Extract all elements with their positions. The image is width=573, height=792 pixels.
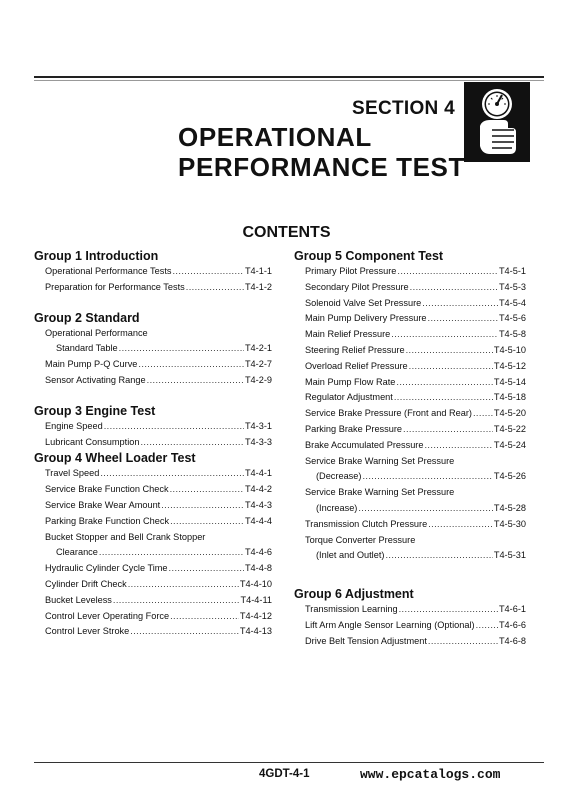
dot-leader — [422, 296, 498, 312]
toc-entry[interactable] — [294, 264, 526, 280]
dot-leader — [130, 624, 239, 640]
toc-entry-page: T4-5-31 — [493, 550, 526, 561]
toc-entry[interactable] — [294, 438, 526, 454]
toc-entry[interactable] — [294, 501, 526, 517]
toc-entry[interactable] — [34, 373, 272, 389]
toc-entry-label: Service Brake Warning Set Pressure — [305, 487, 455, 498]
dot-leader — [397, 264, 498, 280]
toc-entry-label: Service Brake Warning Set Pressure — [305, 455, 455, 466]
toc-entry[interactable] — [294, 375, 526, 391]
toc-entry[interactable] — [294, 602, 526, 618]
toc-entry[interactable] — [34, 419, 272, 435]
toc-entry-page: T4-4-2 — [244, 484, 272, 495]
dot-leader — [119, 341, 244, 357]
toc-entry-label: Operational Performance Tests — [45, 266, 172, 276]
toc-entry[interactable] — [294, 296, 526, 312]
dot-leader — [100, 466, 244, 482]
toc-entry-page: T4-6-6 — [498, 619, 526, 630]
toc-entry-page: T4-1-1 — [244, 266, 272, 276]
toc-entry[interactable] — [294, 390, 526, 406]
pressure-gauge-hand-icon — [464, 82, 530, 162]
toc-entry-page: T4-4-8 — [244, 563, 272, 574]
toc-entry-label: Torque Converter Pressure — [305, 534, 416, 545]
toc-entry-label: Solenoid Valve Set Pressure — [305, 297, 422, 308]
toc-entry-label: Parking Brake Pressure — [305, 423, 403, 434]
toc-entry-label: (Increase) — [316, 502, 358, 513]
toc-entry[interactable] — [34, 357, 272, 373]
website-url[interactable]: www.epcatalogs.com — [360, 767, 501, 782]
toc-entry-page: T4-6-8 — [498, 635, 526, 646]
toc-entry-label: Lubricant Consumption — [45, 436, 140, 447]
toc-entry[interactable] — [34, 514, 272, 530]
toc-entry-page: T4-4-1 — [244, 468, 272, 479]
toc-entry-page: T4-5-4 — [498, 297, 526, 308]
group-heading: Group 2 Standard — [34, 310, 140, 325]
toc-entry[interactable] — [294, 517, 526, 533]
toc-entry-label: Operational Performance — [45, 327, 148, 338]
toc-entry-page: T4-4-11 — [240, 594, 272, 605]
toc-entry[interactable] — [294, 311, 526, 327]
dot-leader — [147, 373, 244, 389]
contents-left-column — [34, 248, 272, 640]
toc-entry-page: T4-5-1 — [498, 266, 526, 276]
dot-leader — [403, 422, 493, 438]
toc-entry-page: T4-5-10 — [493, 344, 526, 355]
toc-entry-label: Main Pump Flow Rate — [305, 376, 396, 387]
dot-leader — [170, 482, 244, 498]
toc-entry[interactable] — [294, 533, 526, 549]
toc-entry[interactable] — [34, 530, 272, 546]
toc-entry[interactable] — [34, 577, 272, 593]
toc-entry-label: Main Relief Pressure — [305, 329, 391, 340]
toc-entry-label: Brake Accumulated Pressure — [305, 439, 424, 450]
group-heading: Group 6 Adjustment — [294, 587, 414, 602]
toc-entry-label: Transmission Learning — [305, 604, 398, 615]
group-spacer — [294, 564, 526, 586]
dot-leader — [406, 343, 493, 359]
toc-entry-label: Parking Brake Function Check — [45, 515, 170, 526]
dot-leader — [362, 469, 492, 485]
toc-entry[interactable] — [294, 327, 526, 343]
group-heading: Group 4 Wheel Loader Test — [34, 451, 196, 466]
toc-entry-page: T4-5-12 — [493, 360, 526, 371]
toc-entry-label: Standard Table — [56, 343, 118, 354]
toc-entry-label: Hydraulic Cylinder Cycle Time — [45, 563, 168, 574]
dot-leader — [428, 311, 498, 327]
dot-leader — [138, 357, 244, 373]
dot-leader — [161, 498, 244, 514]
dot-leader — [410, 280, 498, 296]
toc-entry[interactable] — [34, 264, 272, 280]
toc-entry[interactable] — [294, 359, 526, 375]
page-title — [178, 122, 465, 182]
dot-leader — [104, 419, 244, 435]
toc-entry[interactable] — [34, 341, 272, 357]
toc-entry-label: Regulator Adjustment — [305, 392, 393, 403]
toc-entry-page: T4-5-22 — [493, 423, 526, 434]
toc-entry-label: Service Brake Pressure (Front and Rear) — [305, 408, 472, 419]
toc-entry-label: Cylinder Drift Check — [45, 578, 127, 589]
toc-entry-label: Bucket Stopper and Bell Crank Stopper — [45, 531, 206, 542]
toc-entry-label: Steering Relief Pressure — [305, 344, 405, 355]
dot-leader — [473, 406, 493, 422]
group-heading: Group 5 Component Test — [294, 249, 444, 263]
toc-entry[interactable] — [294, 454, 526, 470]
toc-entry-label: Transmission Clutch Pressure — [305, 518, 428, 529]
toc-entry-page: T4-3-1 — [244, 420, 272, 431]
toc-entry-page: T4-3-3 — [244, 436, 272, 447]
dot-leader — [140, 435, 243, 451]
toc-entry[interactable] — [34, 482, 272, 498]
toc-entry-page: T4-5-18 — [493, 392, 526, 403]
toc-entry[interactable] — [34, 545, 272, 561]
toc-entry[interactable] — [294, 343, 526, 359]
toc-entry-page: T4-4-6 — [244, 547, 272, 558]
page-code: 4GDT-4-1 — [259, 768, 310, 780]
dot-leader — [396, 375, 492, 391]
toc-entry-page: T4-5-6 — [498, 313, 526, 324]
dot-leader — [128, 577, 239, 593]
toc-entry[interactable] — [34, 466, 272, 482]
dot-leader — [399, 602, 498, 618]
dot-leader — [172, 264, 243, 280]
toc-entry-label: Control Lever Stroke — [45, 626, 130, 637]
bottom-rule — [34, 762, 544, 763]
toc-entry-label: (Inlet and Outlet) — [316, 550, 385, 561]
dot-leader — [428, 634, 498, 650]
dot-leader — [391, 327, 498, 343]
toc-entry-page: T4-5-3 — [498, 281, 526, 292]
toc-entry-page: T4-4-4 — [244, 515, 272, 526]
toc-entry-label: Travel Speed — [45, 468, 100, 479]
dot-leader — [170, 609, 239, 625]
dot-leader — [394, 390, 493, 406]
toc-entry-label: Preparation for Performance Tests — [45, 281, 185, 292]
toc-entry-label: Clearance — [56, 547, 98, 558]
toc-entry-label: Primary Pilot Pressure — [305, 266, 397, 276]
toc-entry-label: Control Lever Operating Force — [45, 610, 170, 621]
dot-leader — [186, 280, 244, 296]
toc-entry[interactable] — [294, 422, 526, 438]
toc-entry[interactable] — [34, 280, 272, 296]
toc-entry-page: T4-5-20 — [493, 408, 526, 419]
toc-entry-page: T4-2-1 — [244, 343, 272, 354]
toc-entry[interactable] — [34, 561, 272, 577]
toc-entry[interactable] — [294, 548, 526, 564]
toc-entry-page: T4-4-13 — [239, 626, 272, 637]
group-heading: Group 3 Engine Test — [34, 403, 156, 418]
group-spacer — [34, 389, 272, 403]
toc-entry[interactable] — [294, 618, 526, 634]
toc-entry-label: Main Pump P-Q Curve — [45, 359, 138, 370]
toc-entry[interactable] — [34, 609, 272, 625]
toc-entry[interactable] — [294, 280, 526, 296]
toc-entry[interactable] — [34, 624, 272, 640]
dot-leader — [424, 438, 492, 454]
contents-heading: CONTENTS — [242, 224, 331, 241]
top-rule-thin — [34, 80, 544, 81]
toc-entry-page: T4-4-12 — [239, 610, 272, 621]
toc-entry-label: Overload Relief Pressure — [305, 360, 408, 371]
toc-entry-page: T4-1-2 — [244, 281, 272, 292]
toc-entry-page: T4-6-1 — [498, 604, 526, 615]
toc-entry[interactable] — [294, 634, 526, 650]
toc-entry[interactable] — [294, 485, 526, 501]
dot-leader — [99, 545, 244, 561]
dot-leader — [476, 618, 498, 634]
group-spacer — [34, 296, 272, 310]
toc-entry[interactable] — [34, 326, 272, 342]
dot-leader — [409, 359, 493, 375]
toc-entry-label: Secondary Pilot Pressure — [305, 281, 409, 292]
toc-entry-page: T4-5-24 — [493, 439, 526, 450]
toc-entry-page: T4-5-28 — [493, 502, 526, 513]
top-rule — [34, 76, 544, 78]
group-heading: Group 1 Introduction — [34, 249, 159, 263]
toc-entry-page: T4-2-7 — [244, 359, 272, 370]
toc-entry-page: T4-5-14 — [493, 376, 526, 387]
dot-leader — [428, 517, 493, 533]
toc-entry[interactable] — [34, 498, 272, 514]
toc-entry-label: Service Brake Function Check — [45, 484, 169, 495]
dot-leader — [169, 561, 244, 577]
contents-right-column — [294, 248, 526, 650]
toc-entry[interactable] — [34, 435, 272, 451]
toc-entry-label: Engine Speed — [45, 420, 103, 431]
toc-entry-page: T4-5-8 — [498, 329, 526, 340]
title-line-2: PERFORMANCE TEST — [178, 152, 465, 182]
title-line-1: OPERATIONAL — [178, 122, 372, 152]
dot-leader — [385, 548, 492, 564]
section-label: SECTION 4 — [352, 98, 455, 119]
toc-entry-label: Bucket Leveless — [45, 594, 112, 605]
toc-entry-label: Service Brake Wear Amount — [45, 499, 161, 510]
dot-leader — [113, 593, 240, 609]
toc-entry-label: Lift Arm Angle Sensor Learning (Optional) — [305, 619, 475, 630]
toc-entry[interactable] — [294, 469, 526, 485]
toc-entry-page: T4-5-30 — [493, 518, 526, 529]
toc-entry[interactable] — [34, 593, 272, 609]
toc-entry-label: Sensor Activating Range — [45, 374, 146, 385]
toc-entry-page: T4-5-26 — [493, 471, 526, 482]
toc-entry-page: T4-4-10 — [239, 578, 272, 589]
toc-entry-label: (Decrease) — [316, 471, 362, 482]
toc-entry-label: Drive Belt Tension Adjustment — [305, 635, 427, 646]
toc-entry-page: T4-2-9 — [244, 374, 272, 385]
toc-entry[interactable] — [294, 406, 526, 422]
dot-leader — [358, 501, 492, 517]
toc-entry-label: Main Pump Delivery Pressure — [305, 313, 427, 324]
dot-leader — [170, 514, 244, 530]
toc-entry-page: T4-4-3 — [244, 499, 272, 510]
